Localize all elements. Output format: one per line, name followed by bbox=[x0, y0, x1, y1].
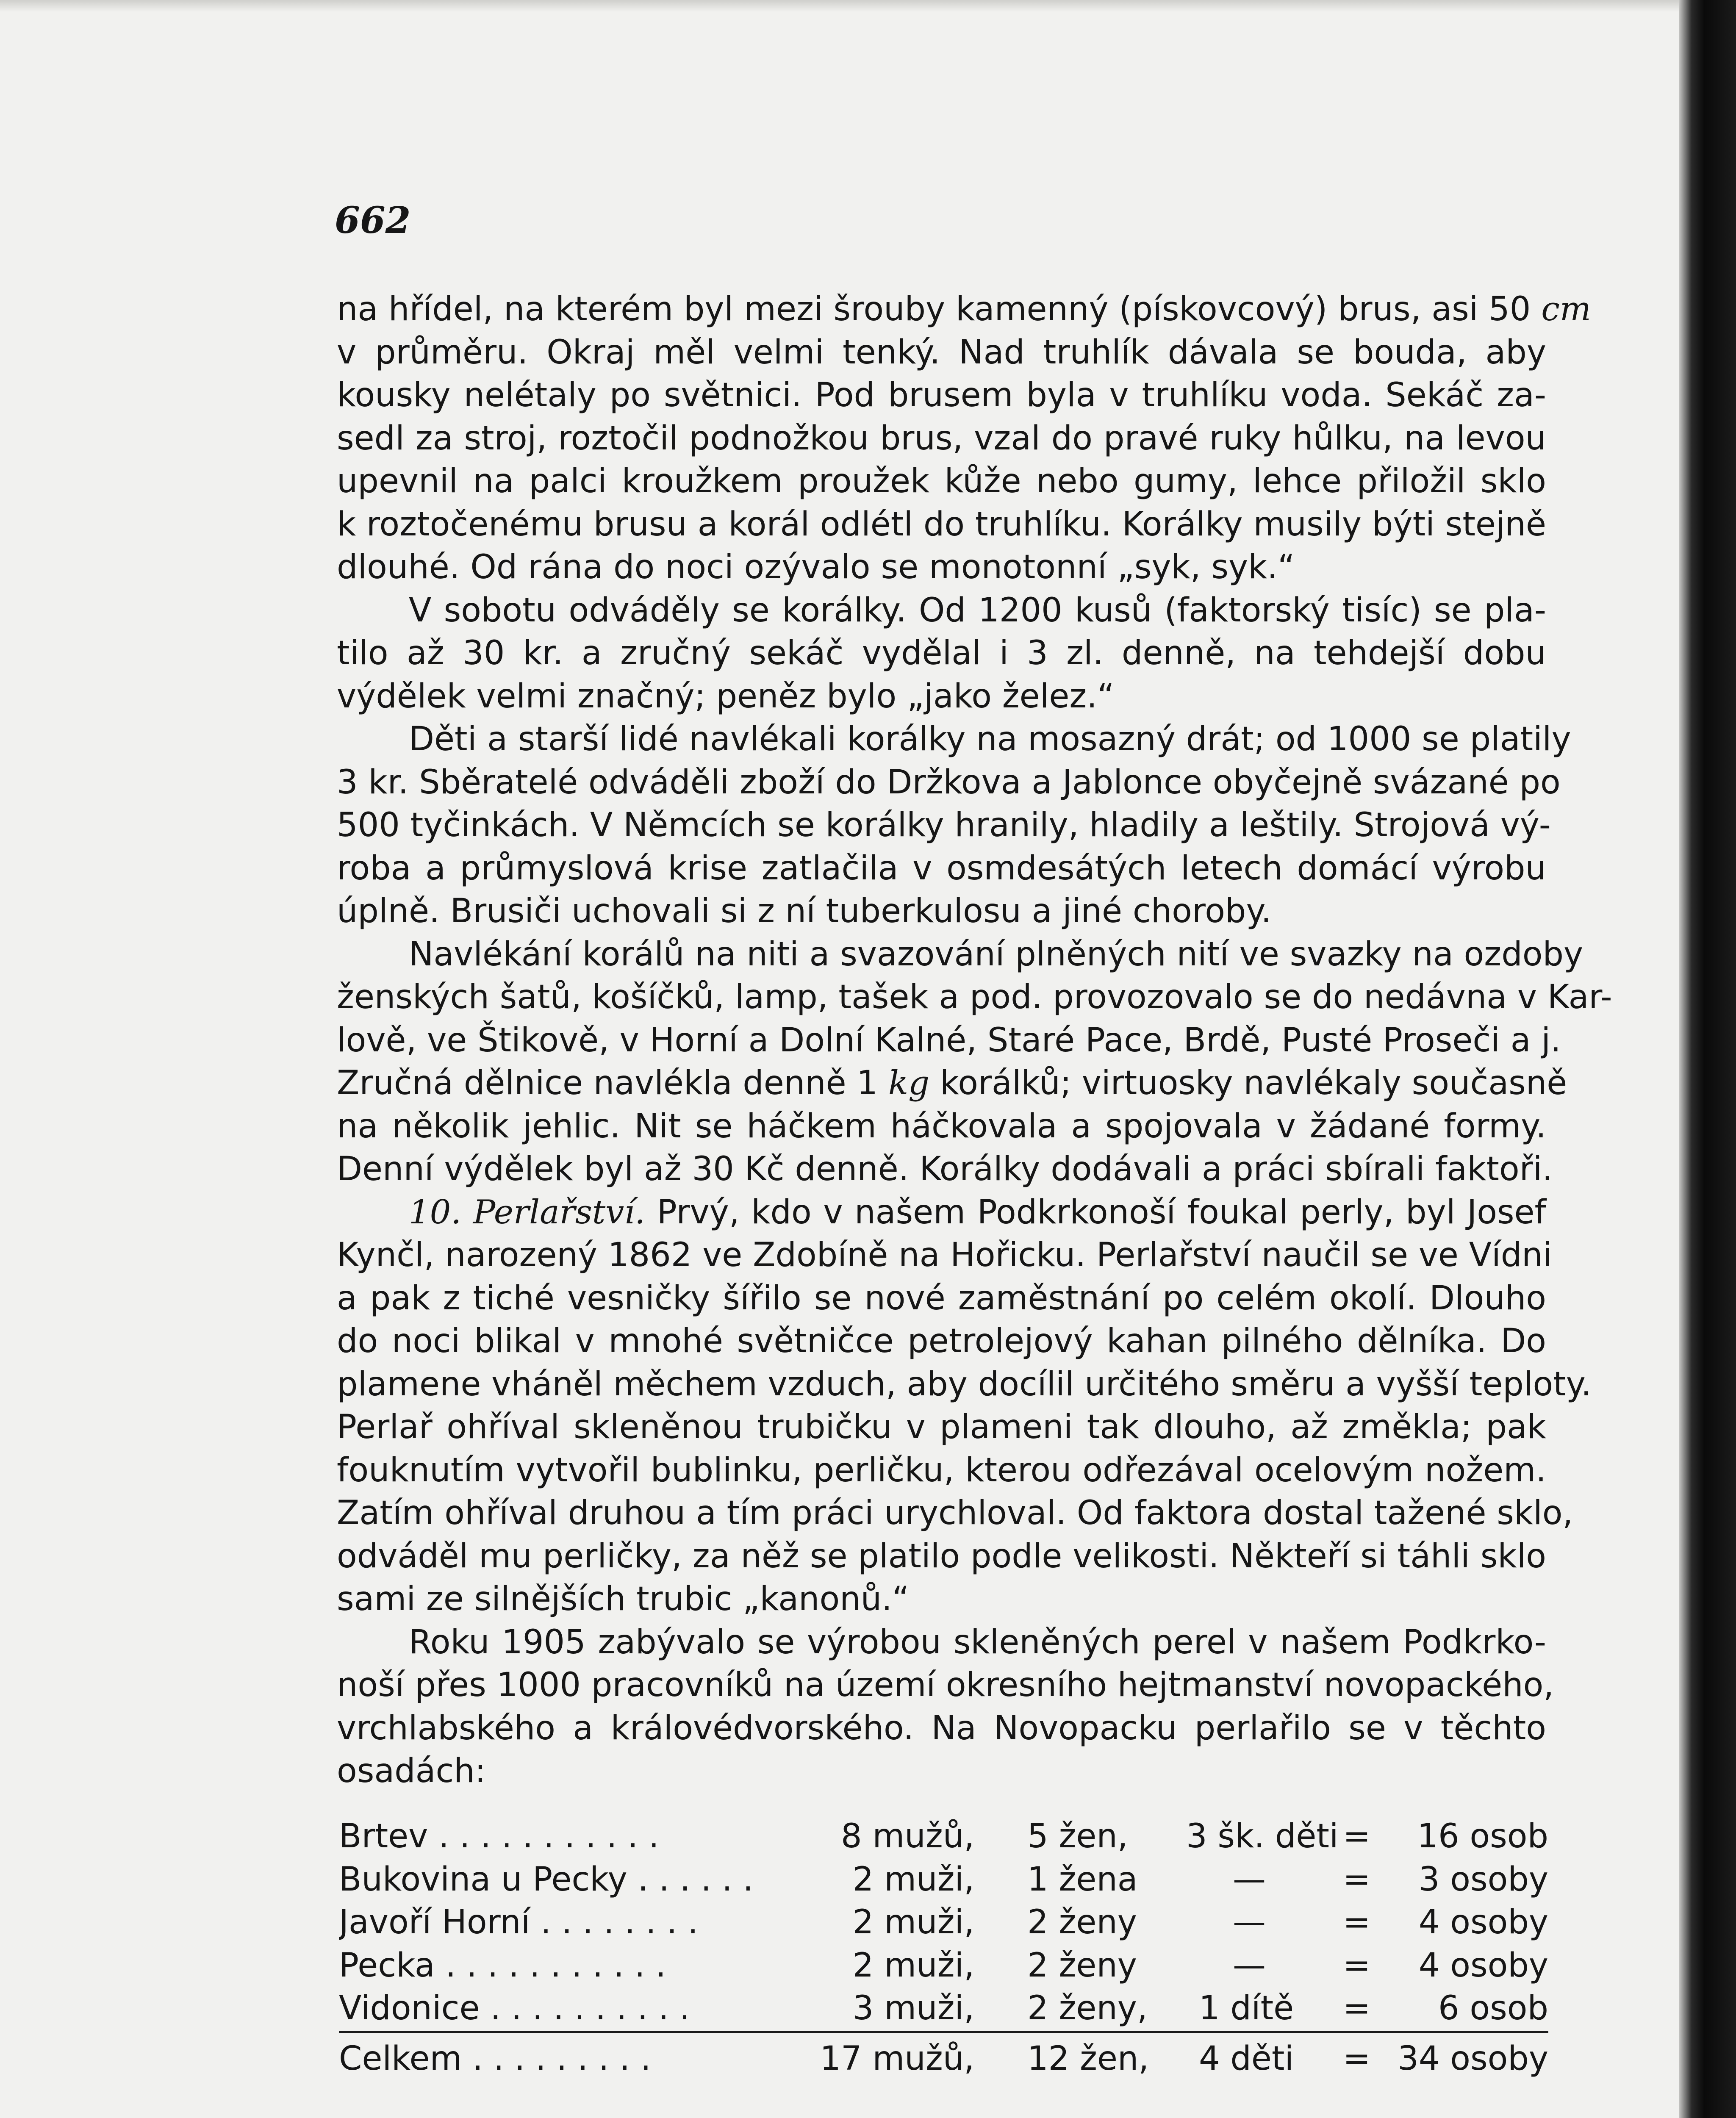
equals-sign: = bbox=[1343, 1817, 1371, 1855]
text-line: Kynčl, narozený 1862 ve Zdobíně na Hořicku. Perlařství naučil se ve Vídni bbox=[337, 1236, 1552, 1274]
table-total-row bbox=[339, 2038, 1548, 2081]
total-cell: 6 osob bbox=[1438, 1989, 1548, 2027]
text-line: dlouhé. Od rána do noci ozývalo se monotonní „syk, syk.“ bbox=[337, 548, 1295, 586]
text-line: vrchlabského a královédvorského. Na Novopacku perlařilo se v těchto bbox=[337, 1709, 1546, 1747]
text-line: tilo až 30 kr. a zručný sekáč vydělal i 3 zl. denně, na tehdejší dobu bbox=[337, 634, 1546, 672]
place-cell: Bukovina u Pecky . . . . . . bbox=[339, 1860, 754, 1899]
scan-right-edge bbox=[1679, 0, 1736, 2118]
women-cell: 2 ženy bbox=[1027, 1946, 1137, 1985]
women-cell: 2 ženy, bbox=[1027, 1989, 1148, 2027]
table-row bbox=[339, 1944, 1548, 1988]
text-line: ženských šatů, košíčků, lamp, tašek a pod. provozovalo se do nedávna v Kar- bbox=[337, 978, 1612, 1016]
text-line: na hřídel, na kterém byl mezi šrouby kamenný (pískovcový) brus, asi 50 cm bbox=[337, 290, 1591, 328]
equals-sign: = bbox=[1343, 1903, 1371, 1941]
place-cell: Celkem . . . . . . . . . bbox=[339, 2040, 651, 2078]
text-line: Zručná dělnice navlékla denně 1 kg korálků; virtuosky navlékaly současně bbox=[337, 1064, 1567, 1102]
text-line: Denní výdělek byl až 30 Kč denně. Korálky dodávali a práci sbírali faktoři. bbox=[337, 1150, 1553, 1188]
place-cell: Vidonice . . . . . . . . . . bbox=[339, 1989, 690, 2027]
equals-sign: = bbox=[1343, 1860, 1371, 1899]
table-total-rule bbox=[339, 2031, 1548, 2033]
text-line: osadách: bbox=[337, 1752, 486, 1790]
place-cell: Javoří Horní . . . . . . . . bbox=[339, 1903, 699, 1941]
men-cell: 8 mužů, bbox=[840, 1817, 974, 1855]
total-cell: 4 osoby bbox=[1418, 1946, 1548, 1985]
text-line: kousky nelétaly po světnici. Pod brusem byla v truhlíku voda. Sekáč za- bbox=[337, 376, 1546, 414]
page-number: 662 bbox=[335, 199, 411, 242]
table-row bbox=[339, 1858, 1548, 1902]
text-line: výdělek velmi značný; peněz bylo „jako želez.“ bbox=[337, 677, 1115, 715]
children-cell: — bbox=[1233, 1903, 1266, 1941]
text-line: sedl za stroj, roztočil podnožkou brus, vzal do pravé ruky hůlku, na levou bbox=[337, 419, 1546, 457]
women-cell: 2 ženy bbox=[1027, 1903, 1137, 1941]
text-line: lově, ve Štikově, v Horní a Dolní Kalné, Staré Pace, Brdě, Pusté Proseči a j. bbox=[337, 1021, 1561, 1059]
men-cell: 2 muži, bbox=[852, 1860, 974, 1899]
children-cell: — bbox=[1233, 1946, 1266, 1985]
table-row bbox=[339, 1987, 1548, 2030]
children-cell: — bbox=[1233, 1860, 1266, 1899]
men-cell: 2 muži, bbox=[852, 1903, 974, 1941]
text-line: fouknutím vytvořil bublinku, perličku, kterou odřezával ocelovým nožem. bbox=[337, 1451, 1546, 1489]
place-cell: Pecka . . . . . . . . . . . bbox=[339, 1946, 666, 1985]
place-cell: Brtev . . . . . . . . . . . bbox=[339, 1817, 659, 1855]
women-cell: 12 žen, bbox=[1027, 2040, 1149, 2078]
text-line: na několik jehlic. Nit se háčkem háčkovala a spojovala v žádané formy. bbox=[337, 1107, 1546, 1145]
text-line: 10. Perlařství. Prvý, kdo v našem Podkrkonoší foukal perly, byl Josef bbox=[409, 1193, 1547, 1231]
total-cell: 4 osoby bbox=[1418, 1903, 1548, 1941]
children-cell: 3 šk. děti bbox=[1186, 1817, 1339, 1855]
total-cell: 16 osob bbox=[1417, 1817, 1548, 1855]
equals-sign: = bbox=[1343, 1946, 1371, 1985]
settlements-table bbox=[339, 1815, 1548, 2030]
text-line: V sobotu odváděly se korálky. Od 1200 kusů (faktorský tisíc) se pla- bbox=[409, 591, 1546, 629]
women-cell: 5 žen, bbox=[1027, 1817, 1128, 1855]
section-heading: 10. Perlařství. bbox=[409, 1193, 646, 1231]
text-line: noší přes 1000 pracovníků na území okresního hejtmanství novopackého, bbox=[337, 1666, 1554, 1704]
table-row bbox=[339, 1901, 1548, 1944]
text-line: Perlař ohříval skleněnou trubičku v plameni tak dlouho, až změkla; pak bbox=[337, 1408, 1546, 1446]
scan-top-shadow bbox=[0, 0, 1736, 12]
equals-sign: = bbox=[1343, 2040, 1371, 2078]
women-cell: 1 žena bbox=[1027, 1860, 1138, 1899]
text-line: 3 kr. Sběratelé odváděli zboží do Držkova a Jablonce obyčejně svázané po bbox=[337, 763, 1561, 801]
total-cell: 3 osoby bbox=[1418, 1860, 1548, 1899]
text-line: úplně. Brusiči uchovali si z ní tuberkulosu a jiné choroby. bbox=[337, 892, 1272, 930]
men-cell: 3 muži, bbox=[852, 1989, 974, 2027]
text-line: v průměru. Okraj měl velmi tenký. Nad truhlík dávala se bouda, aby bbox=[337, 333, 1546, 371]
text-line: 500 tyčinkách. V Němcích se korálky hranily, hladily a leštily. Strojová vý- bbox=[337, 806, 1551, 844]
text-line: odváděl mu perličky, za něž se platilo podle velikosti. Někteří si táhli sklo bbox=[337, 1537, 1546, 1575]
text-line: upevnil na palci kroužkem proužek kůže nebo gumy, lehce přiložil sklo bbox=[337, 462, 1546, 500]
men-cell: 17 mužů, bbox=[820, 2040, 974, 2078]
text-line: Zatím ohříval druhou a tím práci urychloval. Od faktora dostal tažené sklo, bbox=[337, 1494, 1573, 1532]
text-line: roba a průmyslová krise zatlačila v osmdesátých letech domácí výrobu bbox=[337, 849, 1546, 887]
equals-sign: = bbox=[1343, 1989, 1371, 2027]
children-cell: 1 dítě bbox=[1199, 1989, 1294, 2027]
text-line: Roku 1905 zabývalo se výrobou skleněných perel v našem Podkrko- bbox=[409, 1623, 1546, 1661]
body-text bbox=[337, 288, 1612, 1793]
table-row bbox=[339, 1815, 1548, 1858]
children-cell: 4 děti bbox=[1199, 2040, 1294, 2078]
text-line: Navlékání korálů na niti a svazování plněných nití ve svazky na ozdoby bbox=[409, 935, 1583, 973]
text-line: k roztočenému brusu a korál odlétl do truhlíku. Korálky musily býti stejně bbox=[337, 505, 1546, 543]
text-line: Děti a starší lidé navlékali korálky na mosazný drát; od 1000 se platily bbox=[409, 720, 1571, 758]
total-cell: 34 osoby bbox=[1398, 2040, 1548, 2078]
text-line: a pak z tiché vesničky šířilo se nové zaměstnání po celém okolí. Dlouho bbox=[337, 1279, 1546, 1317]
text-line: plamene vháněl měchem vzduch, aby docílil určitého směru a vyšší teploty. bbox=[337, 1365, 1592, 1403]
table-row bbox=[339, 2038, 1548, 2081]
text-line: do noci blikal v mnohé světničce petrolejový kahan pilného dělníka. Do bbox=[337, 1322, 1546, 1360]
men-cell: 2 muži, bbox=[852, 1946, 974, 1985]
text-line: sami ze silnějších trubic „kanonů.“ bbox=[337, 1580, 910, 1618]
